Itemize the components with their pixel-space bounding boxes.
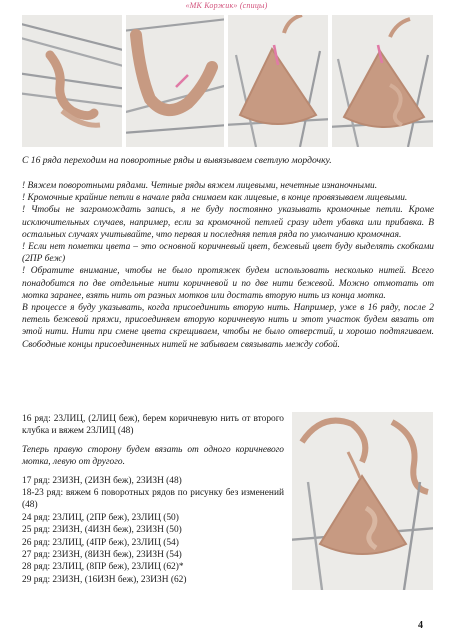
row-instruction: 27 ряд: 23ИЗН, (8ИЗН беж), 23ИЗН (54) xyxy=(22,550,182,561)
photo-fabric-triangle xyxy=(228,15,328,147)
note-paragraph: ! Вяжем поворотными рядами. Четные ряды вяжем лицевыми, нечетные изнаночными. xyxy=(22,181,378,191)
photo-cast-on xyxy=(22,15,122,147)
row-instruction: 24 ряд: 23ЛИЦ, (2ПР беж), 23ЛИЦ (50) xyxy=(22,512,179,523)
note-paragraph: ! Кромочные крайние петли в начале ряда снимаем как лицевые, в конце провязываем лицевыми. xyxy=(22,193,408,204)
note-paragraph: ! Обратите внимание, чтобы не было протяжек будем использовать несколько нитей. Всего понадобится по две отдельные нити коричневой и по две нити бежевой. Можно отмотать от мотка заранее, взять нить от разных мотков или достать вторую нить из конца мотка. xyxy=(22,266,434,301)
page-number: 4 xyxy=(418,620,423,631)
row-instruction: 28 ряд: 23ЛИЦ, (8ПР беж), 23ЛИЦ (62)* xyxy=(22,562,184,573)
row-instruction: 25 ряд: 23ИЗН, (4ИЗН беж), 23ИЗН (50) xyxy=(22,525,182,536)
photo-joined-round xyxy=(126,15,224,147)
row-instruction: 18-23 ряд: вяжем 6 поворотных рядов по рисунку без изменений (48) xyxy=(22,488,284,511)
intro-line: С 16 ряда переходим на поворотные ряды и вывязываем светлую мордочку. xyxy=(22,155,332,166)
note-paragraph: В процессе я буду указывать, когда присоединить вторую нить. Например, уже в 16 ряду, после 2 петель бежевой пряжи, присоединяем вторую коричневую нить и этот участок будем вязать от этой нити. Нити при смене цвета скрещиваем, чтобы не было отверстий, и хорошо подтягиваем. Свободные концы присоединенных нитей не забываем связывать между собой. xyxy=(22,303,434,350)
document-header: «МК Коржик» (спицы) xyxy=(185,1,268,10)
note-paragraph: ! Если нет пометки цвета – это основной коричневый цвет, бежевый цвет буду выделять скобками (2ПР беж) xyxy=(22,242,434,265)
note-paragraph: ! Чтобы не загромождать запись, я не буду постоянно указывать кромочные петли. Кроме исключительных случаев, например, если за кромочной петлей сразу идет убавка или прибавка. В остальных случаях учитывайте, что первая и последняя петля ряда по умолчанию кромочная. xyxy=(22,205,434,240)
tip-text: Теперь правую сторону будем вязать от одного коричневого мотка, левую от другого. xyxy=(22,444,284,468)
row-instruction: 17 ряд: 23ИЗН, (2ИЗН беж), 23ИЗН (48) xyxy=(22,475,182,486)
row-instruction: 29 ряд: 23ИЗН, (16ИЗН беж), 23ИЗН (62) xyxy=(22,574,187,585)
knitting-notes xyxy=(22,180,434,351)
photo-muzzle-progress xyxy=(292,412,433,590)
row-instructions xyxy=(22,413,284,586)
photo-strip xyxy=(22,15,433,147)
row-16-instruction: 16 ряд: 23ЛИЦ, (2ЛИЦ беж), берем коричневую нить от второго клубка и вяжем 23ЛИЦ (48) xyxy=(22,414,284,437)
photo-fabric-curl xyxy=(332,15,433,147)
row-instruction: 26 ряд: 23ЛИЦ, (4ПР беж), 23ЛИЦ (54) xyxy=(22,537,179,548)
